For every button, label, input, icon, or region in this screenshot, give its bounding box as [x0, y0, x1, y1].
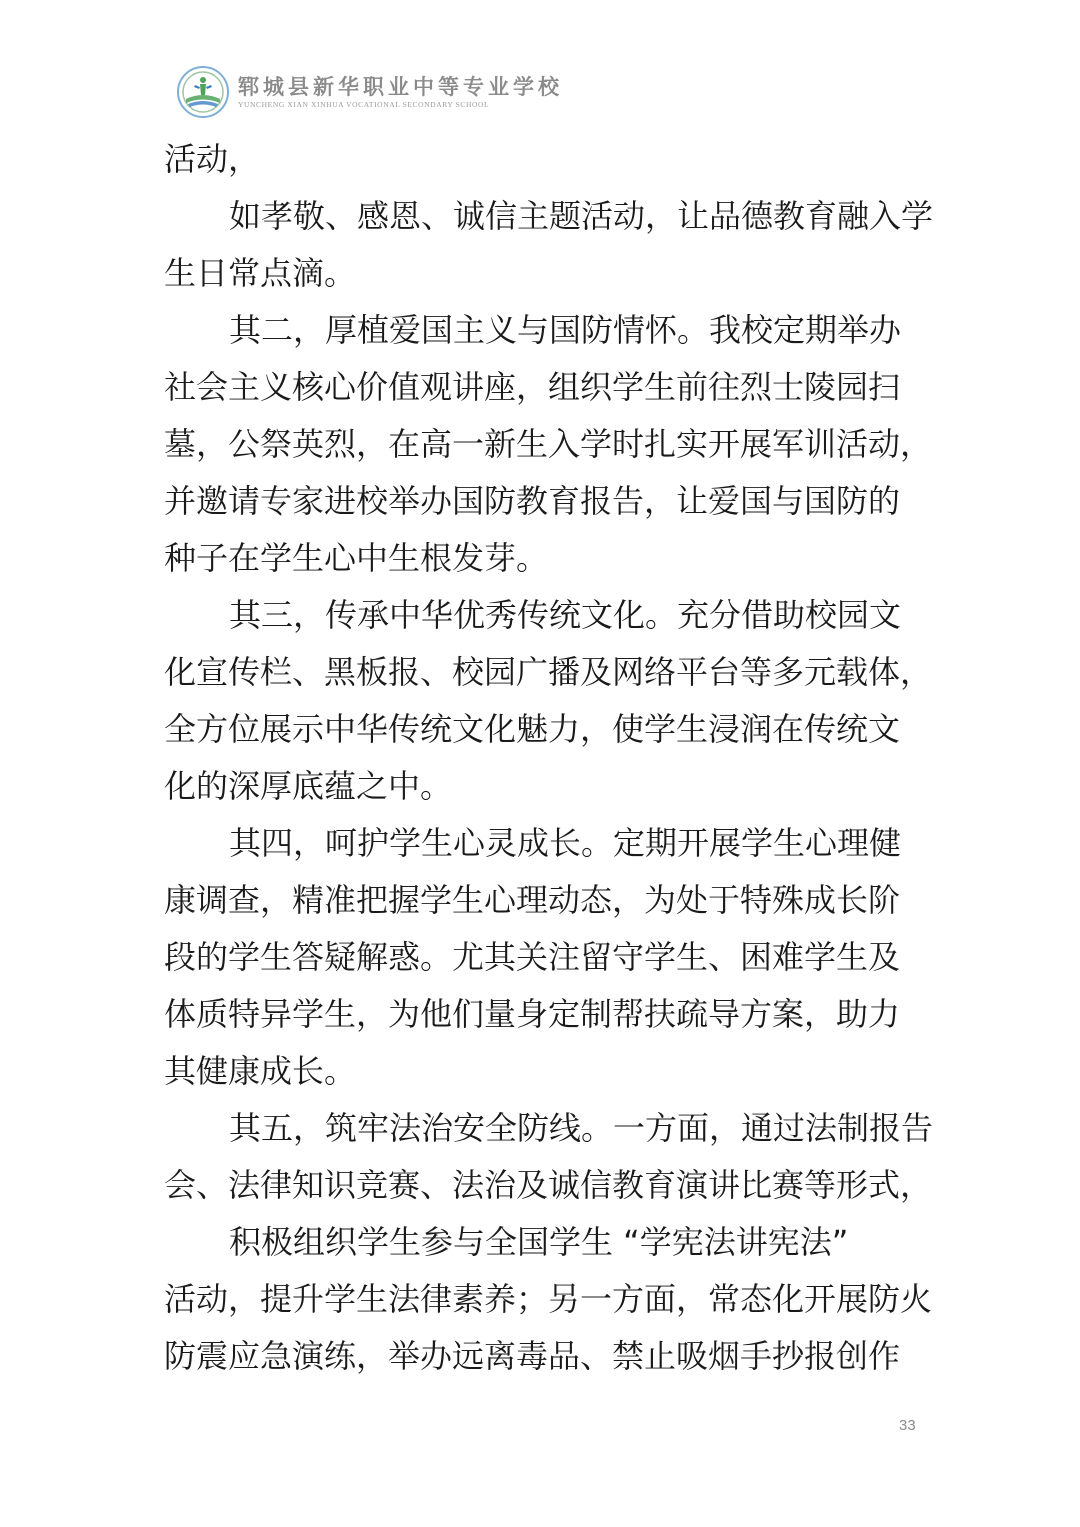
- school-name-block: [238, 74, 563, 110]
- school-emblem-icon: [176, 65, 230, 119]
- text-line: 其三，传承中华优秀传统文化。充分借助校园文: [229, 596, 902, 634]
- text-line: 如孝敬、感恩、诚信主题活动，让品德教育融入学: [229, 197, 934, 235]
- text-line: 积极组织学生参与全国学生 “学宪法讲宪法”: [229, 1223, 849, 1261]
- text-line: 化的深厚底蕴之中。: [164, 767, 453, 805]
- text-line: 其健康成长。: [164, 1052, 357, 1090]
- text-line: 康调查，精准把握学生心理动态，为处于特殊成长阶: [164, 881, 901, 919]
- text-line: 并邀请专家进校举办国防教育报告，让爱国与国防的: [164, 482, 901, 520]
- text-line: 段的学生答疑解惑。尤其关注留守学生、困难学生及: [164, 938, 901, 976]
- page-header: [176, 64, 563, 120]
- text-line: 社会主义核心价值观讲座，组织学生前往烈士陵园扫: [164, 368, 901, 406]
- text-line: 体质特异学生，为他们量身定制帮扶疏导方案，助力: [164, 995, 901, 1033]
- text-line: 防震应急演练，举办远离毒品、禁止吸烟手抄报创作: [164, 1337, 901, 1375]
- school-name-en: YUNCHENG XIAN XINHUA VOCATIONAL SECONDARY SCHOOL: [238, 100, 490, 109]
- text-line: 化宣传栏、黑板报、校园广播及网络平台等多元载体，: [164, 653, 933, 691]
- text-line: 种子在学生心中生根发芽。: [164, 539, 549, 577]
- text-line: 会、法律知识竞赛、法治及诚信教育演讲比赛等形式，: [164, 1166, 933, 1204]
- page-number: 33: [899, 1417, 916, 1434]
- text-line: 其四，呵护学生心灵成长。定期开展学生心理健: [229, 824, 902, 862]
- text-line: 活动，: [164, 140, 261, 178]
- school-name-cn: 郓城县新华职业中等专业学校: [238, 74, 563, 99]
- text-line: 全方位展示中华传统文化魅力，使学生浸润在传统文: [164, 710, 901, 748]
- text-line: 生日常点滴。: [164, 254, 357, 292]
- text-line: 其二，厚植爱国主义与国防情怀。我校定期举办: [229, 311, 902, 349]
- text-line: 其五，筑牢法治安全防线。一方面，通过法制报告: [229, 1109, 934, 1147]
- document-body: [164, 131, 934, 1385]
- text-line: 墓，公祭英烈，在高一新生入学时扎实开展军训活动，: [164, 425, 933, 463]
- text-line: 活动，提升学生法律素养；另一方面，常态化开展防火: [164, 1280, 933, 1318]
